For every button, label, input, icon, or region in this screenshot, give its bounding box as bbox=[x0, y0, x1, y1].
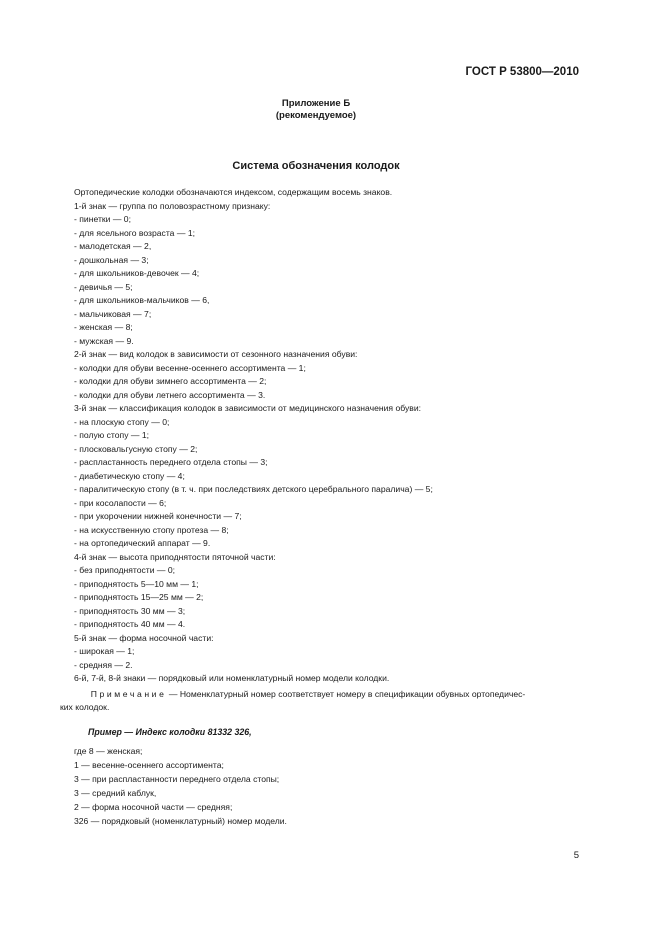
section-title: Система обозначения колодок bbox=[232, 160, 400, 172]
text-line: - диабетическую стопу — 4; bbox=[74, 470, 185, 481]
text-line: - на плоскую стопу — 0; bbox=[74, 416, 170, 427]
text-line: - женская — 8; bbox=[74, 322, 133, 332]
text-line: - колодки для обуви летнего ассортимента — 3. bbox=[74, 389, 266, 400]
legend-line: 1 — весенне-осеннего ассортимента; bbox=[74, 760, 224, 770]
text-line: - на искусственную стопу протеза — 8; bbox=[74, 524, 229, 535]
text-line: 4-й знак — высота приподнятости пяточной части: bbox=[74, 551, 276, 562]
text-line: - на ортопедический аппарат — 9. bbox=[74, 538, 211, 548]
legend-line: 2 — форма носочной части — средняя; bbox=[74, 802, 233, 812]
text-line: 6-й, 7-й, 8-й знаки — порядковый или номенклатурный номер модели колодки. bbox=[74, 673, 390, 683]
document-code: ГОСТ Р 53800—2010 bbox=[465, 66, 579, 78]
text-line: - без приподнятости — 0; bbox=[74, 565, 176, 575]
legend-line: 326 — порядковый (номенклатурный) номер модели. bbox=[74, 816, 287, 826]
note-label: Примечание bbox=[90, 688, 167, 699]
text-line: - для ясельного возраста — 1; bbox=[74, 227, 195, 238]
text-line: - широкая — 1; bbox=[74, 646, 135, 656]
text-line: Ортопедические колодки обозначаются индексом, содержащим восемь знаков. bbox=[74, 187, 393, 197]
text-line: - мальчиковая — 7; bbox=[74, 308, 152, 319]
note-line-1 bbox=[74, 688, 584, 702]
legend-line: 3 — при распластанности переднего отдела стопы; bbox=[74, 774, 280, 784]
text-line: - мужская — 9. bbox=[74, 335, 134, 346]
text-line: 3-й знак — классификация колодок в зависимости от медицинского назначения обуви: bbox=[74, 403, 422, 413]
text-lines bbox=[74, 186, 584, 686]
text-line: - для школьников-мальчиков — 6, bbox=[74, 295, 210, 305]
text-line: - колодки для обуви зимнего ассортимента — 2; bbox=[74, 376, 267, 386]
text-line: - приподнятость 15—25 мм — 2; bbox=[74, 592, 204, 602]
text-line: - плосковальгусную стопу — 2; bbox=[74, 443, 198, 454]
text-line: 2-й знак — вид колодок в зависимости от сезонного назначения обуви: bbox=[74, 349, 358, 359]
text-line: - пинетки — 0; bbox=[74, 214, 131, 224]
appendix-heading bbox=[0, 98, 632, 122]
text-line: - при укорочении нижней конечности — 7; bbox=[74, 511, 242, 521]
text-line: - полую стопу — 1; bbox=[74, 430, 150, 440]
text-line: - при косолапости — 6; bbox=[74, 497, 167, 508]
text-line: - средняя — 2. bbox=[74, 659, 133, 670]
text-line: 1-й знак — группа по половозрастному признаку: bbox=[74, 200, 271, 211]
text-line: 5-й знак — форма носочной части: bbox=[74, 632, 214, 643]
example-legend bbox=[74, 744, 287, 828]
note-text-1: — Номенклатурный номер соответствует номеру в спецификации обувных ортопедичес- bbox=[166, 688, 526, 699]
note-line-2: ких колодок. bbox=[60, 702, 110, 712]
appendix-status: (рекомендуемое) bbox=[275, 110, 357, 121]
text-line: - распластанность переднего отдела стопы — 3; bbox=[74, 457, 268, 467]
document-body bbox=[60, 186, 584, 715]
text-line: - дошкольная — 3; bbox=[74, 254, 149, 265]
example-heading: Пример — Индекс колодки 81332 326, bbox=[88, 727, 252, 737]
text-line: - паралитическую стопу (в т. ч. при последствиях детского церебрального паралича) — 5; bbox=[74, 484, 433, 494]
legend-line: 3 — средний каблук, bbox=[74, 788, 157, 798]
text-line: - колодки для обуви весенне-осеннего ассортимента — 1; bbox=[74, 362, 306, 373]
text-line: - приподнятость 30 мм — 3; bbox=[74, 605, 186, 616]
note-paragraph bbox=[60, 688, 584, 715]
text-line: - приподнятость 40 мм — 4. bbox=[74, 619, 186, 629]
legend-line: где 8 — женская; bbox=[74, 746, 143, 756]
text-line: - приподнятость 5—10 мм — 1; bbox=[74, 578, 199, 589]
text-line: - малодетская — 2, bbox=[74, 241, 152, 251]
page-number: 5 bbox=[573, 850, 579, 861]
text-line: - для школьников-девочек — 4; bbox=[74, 268, 200, 278]
appendix-label: Приложение Б bbox=[281, 98, 351, 109]
text-line: - девичья — 5; bbox=[74, 281, 133, 292]
